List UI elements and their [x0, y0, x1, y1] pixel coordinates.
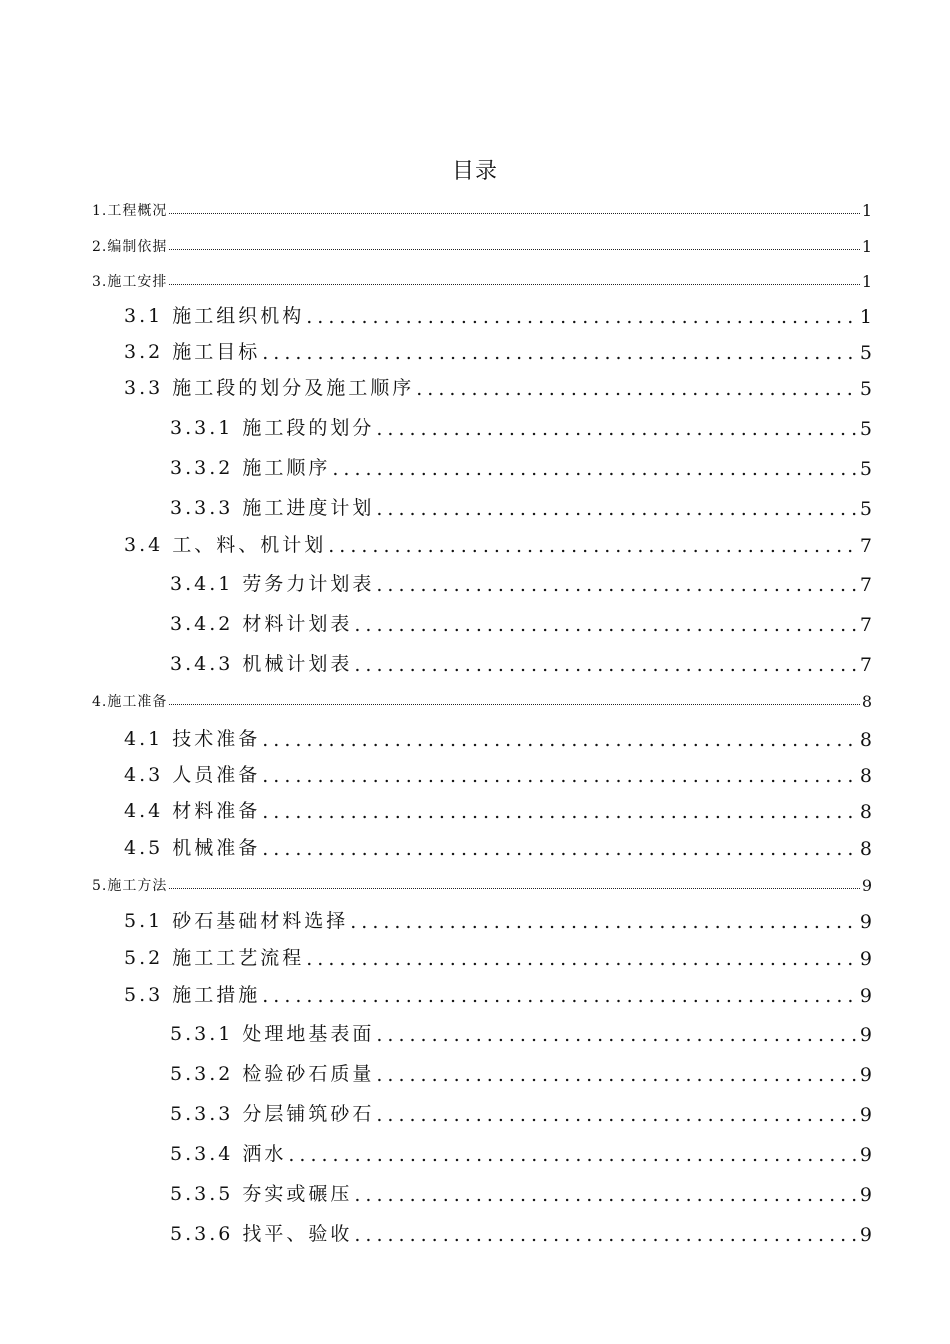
toc-entry[interactable]: [170, 1058, 872, 1086]
dot-leader: [262, 801, 858, 823]
dot-leader: [376, 1024, 858, 1046]
toc-entry[interactable]: [92, 689, 872, 711]
toc-entry-page: 8: [859, 765, 872, 787]
toc-entry[interactable]: [124, 529, 872, 557]
toc-entry-page: 1: [859, 306, 872, 328]
toc-entry[interactable]: [92, 269, 872, 291]
toc-entry[interactable]: [92, 234, 872, 256]
toc-entry-label: 5.3.2 检验砂石质量: [170, 1063, 375, 1085]
toc-entry-label: 5.3.4 洒水: [170, 1143, 287, 1165]
toc-entry-label: 4.施工准备: [92, 694, 168, 710]
dot-leader: [328, 535, 858, 557]
toc-entry[interactable]: [170, 1178, 872, 1206]
toc-entry[interactable]: [124, 300, 872, 328]
toc-entry-label: 5.3.1 处理地基表面: [170, 1023, 375, 1045]
toc-entry-label: 4.4 材料准备: [124, 800, 261, 822]
toc-entry-label: 5.2 施工工艺流程: [124, 947, 305, 969]
toc-entry[interactable]: [124, 723, 872, 751]
toc-entry[interactable]: [92, 198, 872, 220]
toc-entry-label: 5.1 砂石基础材料选择: [124, 910, 349, 932]
toc-entry-page: 1: [861, 237, 872, 256]
toc-entry[interactable]: [124, 942, 872, 970]
toc-entry-label: 3.3 施工段的划分及施工顺序: [124, 377, 415, 399]
toc-entry[interactable]: [170, 452, 872, 480]
toc-entry[interactable]: [170, 1138, 872, 1166]
toc-entry-label: 4.3 人员准备: [124, 764, 261, 786]
toc-entry-page: 9: [859, 1144, 872, 1166]
toc-entry[interactable]: [170, 1098, 872, 1126]
toc-entry-page: 7: [859, 654, 872, 676]
toc-entry[interactable]: [170, 648, 872, 676]
toc-entry-page: 7: [859, 614, 872, 636]
toc-entry-label: 2.编制依据: [92, 239, 168, 255]
toc-entry-label: 4.1 技术准备: [124, 728, 261, 750]
dot-leader: [376, 498, 858, 520]
dot-leader: [288, 1144, 858, 1166]
toc-entry-page: 9: [859, 1104, 872, 1126]
toc-entry-label: 4.5 机械准备: [124, 837, 261, 859]
toc-entry[interactable]: [124, 759, 872, 787]
dot-leader: [262, 342, 858, 364]
toc-entry[interactable]: [170, 492, 872, 520]
toc-entry[interactable]: [170, 568, 872, 596]
dot-leader: [306, 306, 858, 328]
toc-entry-label: 1.工程概况: [92, 203, 168, 219]
dot-leader: [262, 729, 858, 751]
toc-entry-page: 9: [859, 985, 872, 1007]
toc-entry-label: 5.3.5 夯实或碾压: [170, 1183, 353, 1205]
dot-leader: [354, 654, 858, 676]
dot-leader: [169, 888, 859, 889]
dot-leader: [262, 838, 858, 860]
dot-leader: [416, 378, 858, 400]
toc-title: 目录: [451, 159, 498, 184]
toc-entry[interactable]: [170, 608, 872, 636]
dot-leader: [169, 704, 859, 705]
dot-leader: [332, 458, 858, 480]
toc-entry-page: 5: [859, 342, 872, 364]
dot-leader: [169, 213, 859, 214]
toc-entry-page: 8: [859, 838, 872, 860]
toc-entry-label: 3.4.1 劳务力计划表: [170, 573, 375, 595]
toc-entry[interactable]: [170, 1018, 872, 1046]
toc-entry[interactable]: [124, 905, 872, 933]
toc-entry-label: 5.3.6 找平、验收: [170, 1223, 353, 1245]
toc-entry-label: 3.4.2 材料计划表: [170, 613, 353, 635]
toc-entry-page: 1: [861, 201, 872, 220]
toc-entry-page: 7: [859, 535, 872, 557]
toc-entry-label: 3.1 施工组织机构: [124, 305, 305, 327]
dot-leader: [354, 1184, 858, 1206]
dot-leader: [169, 249, 859, 250]
toc-entry-page: 9: [861, 876, 872, 895]
toc-entry-page: 5: [859, 418, 872, 440]
dot-leader: [262, 985, 858, 1007]
toc-entry[interactable]: [124, 336, 872, 364]
toc-entry[interactable]: [124, 795, 872, 823]
toc-entry[interactable]: [170, 1218, 872, 1246]
dot-leader: [376, 1104, 858, 1126]
toc-entry-page: 8: [861, 692, 872, 711]
toc-entry-page: 9: [859, 1184, 872, 1206]
toc-entry-page: 9: [859, 1064, 872, 1086]
toc-entry-page: 9: [859, 1224, 872, 1246]
toc-entry-label: 3.施工安排: [92, 274, 168, 290]
toc-entry-label: 5.施工方法: [92, 878, 168, 894]
dot-leader: [354, 614, 858, 636]
toc-entry-label: 3.3.3 施工进度计划: [170, 497, 375, 519]
toc-entry-label: 5.3 施工措施: [124, 984, 261, 1006]
toc-entry[interactable]: [124, 979, 872, 1007]
toc-entry[interactable]: [124, 372, 872, 400]
dot-leader: [354, 1224, 858, 1246]
toc-entry[interactable]: [124, 832, 872, 860]
toc-entry-label: 3.3.2 施工顺序: [170, 457, 331, 479]
dot-leader: [376, 1064, 858, 1086]
dot-leader: [306, 948, 858, 970]
toc-entry-label: 3.4.3 机械计划表: [170, 653, 353, 675]
toc-entry-label: 3.3.1 施工段的划分: [170, 417, 375, 439]
toc-entry-label: 3.2 施工目标: [124, 341, 261, 363]
toc-entry-label: 5.3.3 分层铺筑砂石: [170, 1103, 375, 1125]
toc-entry[interactable]: [92, 873, 872, 895]
dot-leader: [262, 765, 858, 787]
toc-entry-page: 8: [859, 729, 872, 751]
dot-leader: [169, 284, 859, 285]
toc-entry-page: 5: [859, 498, 872, 520]
toc-entry-page: 7: [859, 574, 872, 596]
toc-entry[interactable]: [170, 412, 872, 440]
dot-leader: [376, 574, 858, 596]
toc-entry-page: 9: [859, 911, 872, 933]
toc-entry-page: 8: [859, 801, 872, 823]
dot-leader: [350, 911, 858, 933]
toc-entry-page: 9: [859, 948, 872, 970]
dot-leader: [376, 418, 858, 440]
toc-entry-page: 1: [861, 272, 872, 291]
toc-entry-page: 5: [859, 458, 872, 480]
toc-entry-page: 9: [859, 1024, 872, 1046]
toc-entry-label: 3.4 工、料、机计划: [124, 534, 327, 556]
toc-entry-page: 5: [859, 378, 872, 400]
